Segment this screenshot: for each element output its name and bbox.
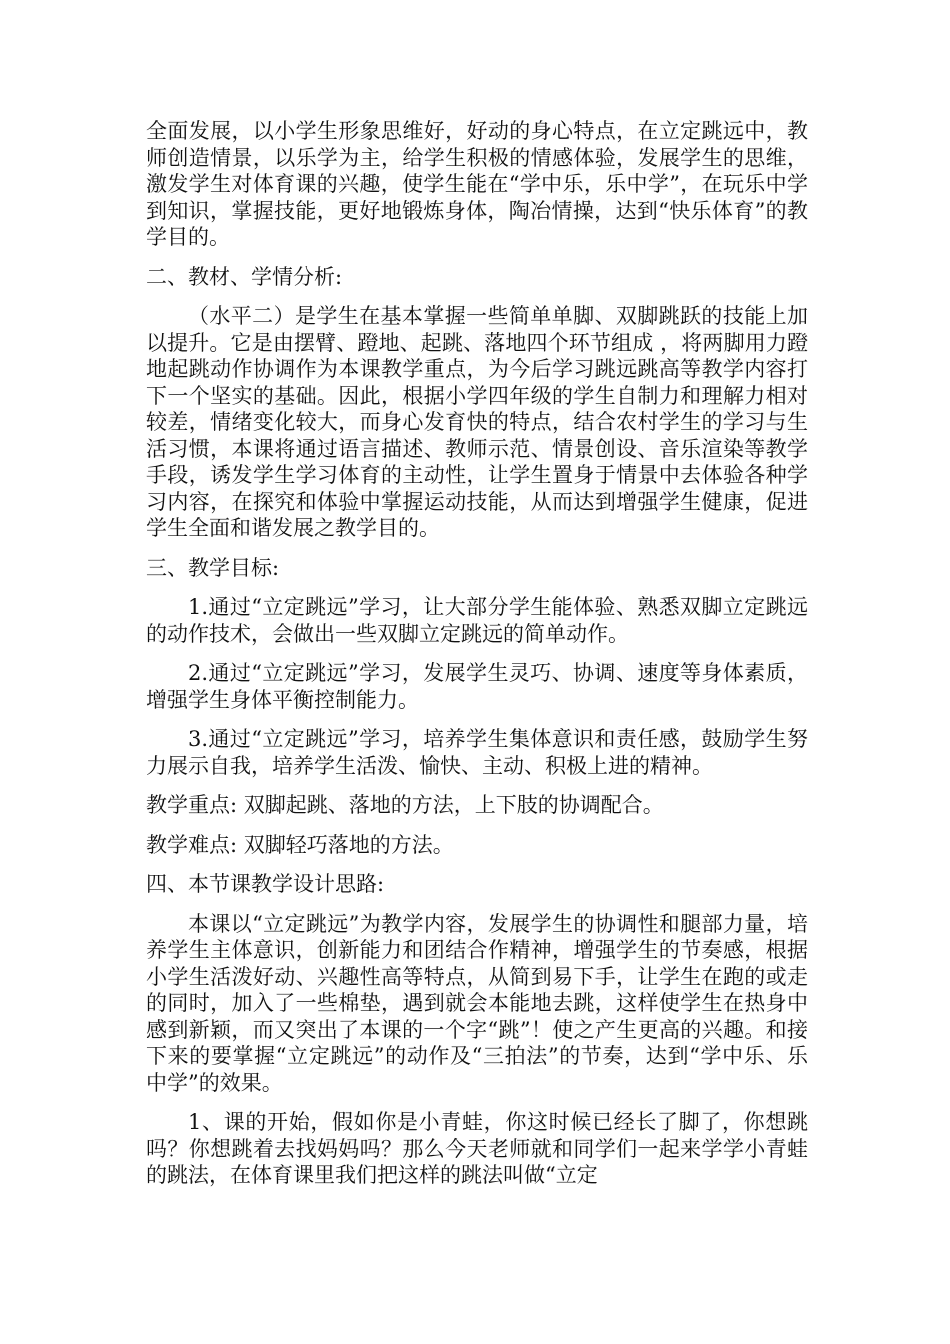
teaching-difficulty: 教学难点: 双脚轻巧落地的方法。 — [146, 832, 454, 857]
document-body — [146, 118, 808, 1202]
section-heading-design-ideas: 四、本节课教学设计思路: — [146, 872, 385, 896]
paragraph-goal-1: 1.通过“立定跳远”学习，让大部分学生能体验、熟悉双脚立定跳远的动作技术，会做出一些双脚立定跳远的简单动作。 — [146, 595, 808, 646]
paragraph-lesson-start: 1、课的开始，假如你是小青蛙，你这时候已经长了脚了，你想跳吗？你想跳着去找妈妈吗？那么今天老师就和同学们一起来学学小青蛙的跳法，在体育课里我们把这样的跳法叫做“立定 — [146, 1110, 808, 1187]
paragraph-design-ideas: 本课以“立定跳远”为教学内容，发展学生的协调性和腿部力量，培养学生主体意识，创新能力和团结合作精神，增强学生的节奏感，根据小学生活泼好动、兴趣性高等特点，从简到易下手，让学生在跑的或走的同时，加入了一些棉垫，遇到就会本能地去跳，这样使学生在热身中感到新颖，而又突出了本课的一个字“跳”！使之产生更高的兴趣。和接下来的要掌握“立定跳远”的动作及“三拍法”的节奏，达到“学中乐、乐中学”的效果。 — [146, 911, 808, 1095]
section-heading-materials-analysis: 二、教材、学情分析: — [146, 264, 343, 289]
paragraph-materials-analysis: （水平二）是学生在基本掌握一些简单单脚、双脚跳跃的技能上加以提升。它是由摆臂、蹬地、起跳、落地四个环节组成 ，将两脚用力蹬地起跳动作协调作为本课教学重点，为今后学习跳远跳高等教学内容打下一个坚实的基础。因此，根据小学四年级的学生自制力和理解力相对较差，情绪变化较大，而身心发育快的特点，结合农村学生的学习与生活习惯，本课将通过语言描述、教师示范、情景创设、音乐渲染等教学手段，诱发学生学习体育的主动性，让学生置身于情景中去体验各种学习内容，在探究和体验中掌握运动技能，从而达到增强学生健康，促进学生全面和谐发展之教学目的。 — [146, 304, 808, 540]
paragraph-intro-continued: 全面发展，以小学生形象思维好，好动的身心特点，在立定跳远中，教师创造情景，以乐学为主，给学生积极的情感体验，发展学生的思维，激发学生对体育课的兴趣，使学生能在“学中乐，乐中学”，在玩乐中学到知识，掌握技能，更好地锻炼身体，陶冶情操，达到“快乐体育”的教学目的。 — [146, 119, 808, 249]
paragraph-goal-3: 3.通过“立定跳远”学习，培养学生集体意识和责任感，鼓励学生努力展示自我，培养学生活泼、愉快、主动、积极上进的精神。 — [146, 727, 808, 778]
section-heading-teaching-goals: 三、教学目标: — [146, 555, 280, 580]
teaching-key-point: 教学重点: 双脚起跳、落地的方法，上下肢的协调配合。 — [146, 793, 664, 817]
paragraph-goal-2: 2.通过“立定跳远”学习，发展学生灵巧、协调、速度等身体素质，增强学生身体平衡控制能力。 — [146, 661, 808, 712]
